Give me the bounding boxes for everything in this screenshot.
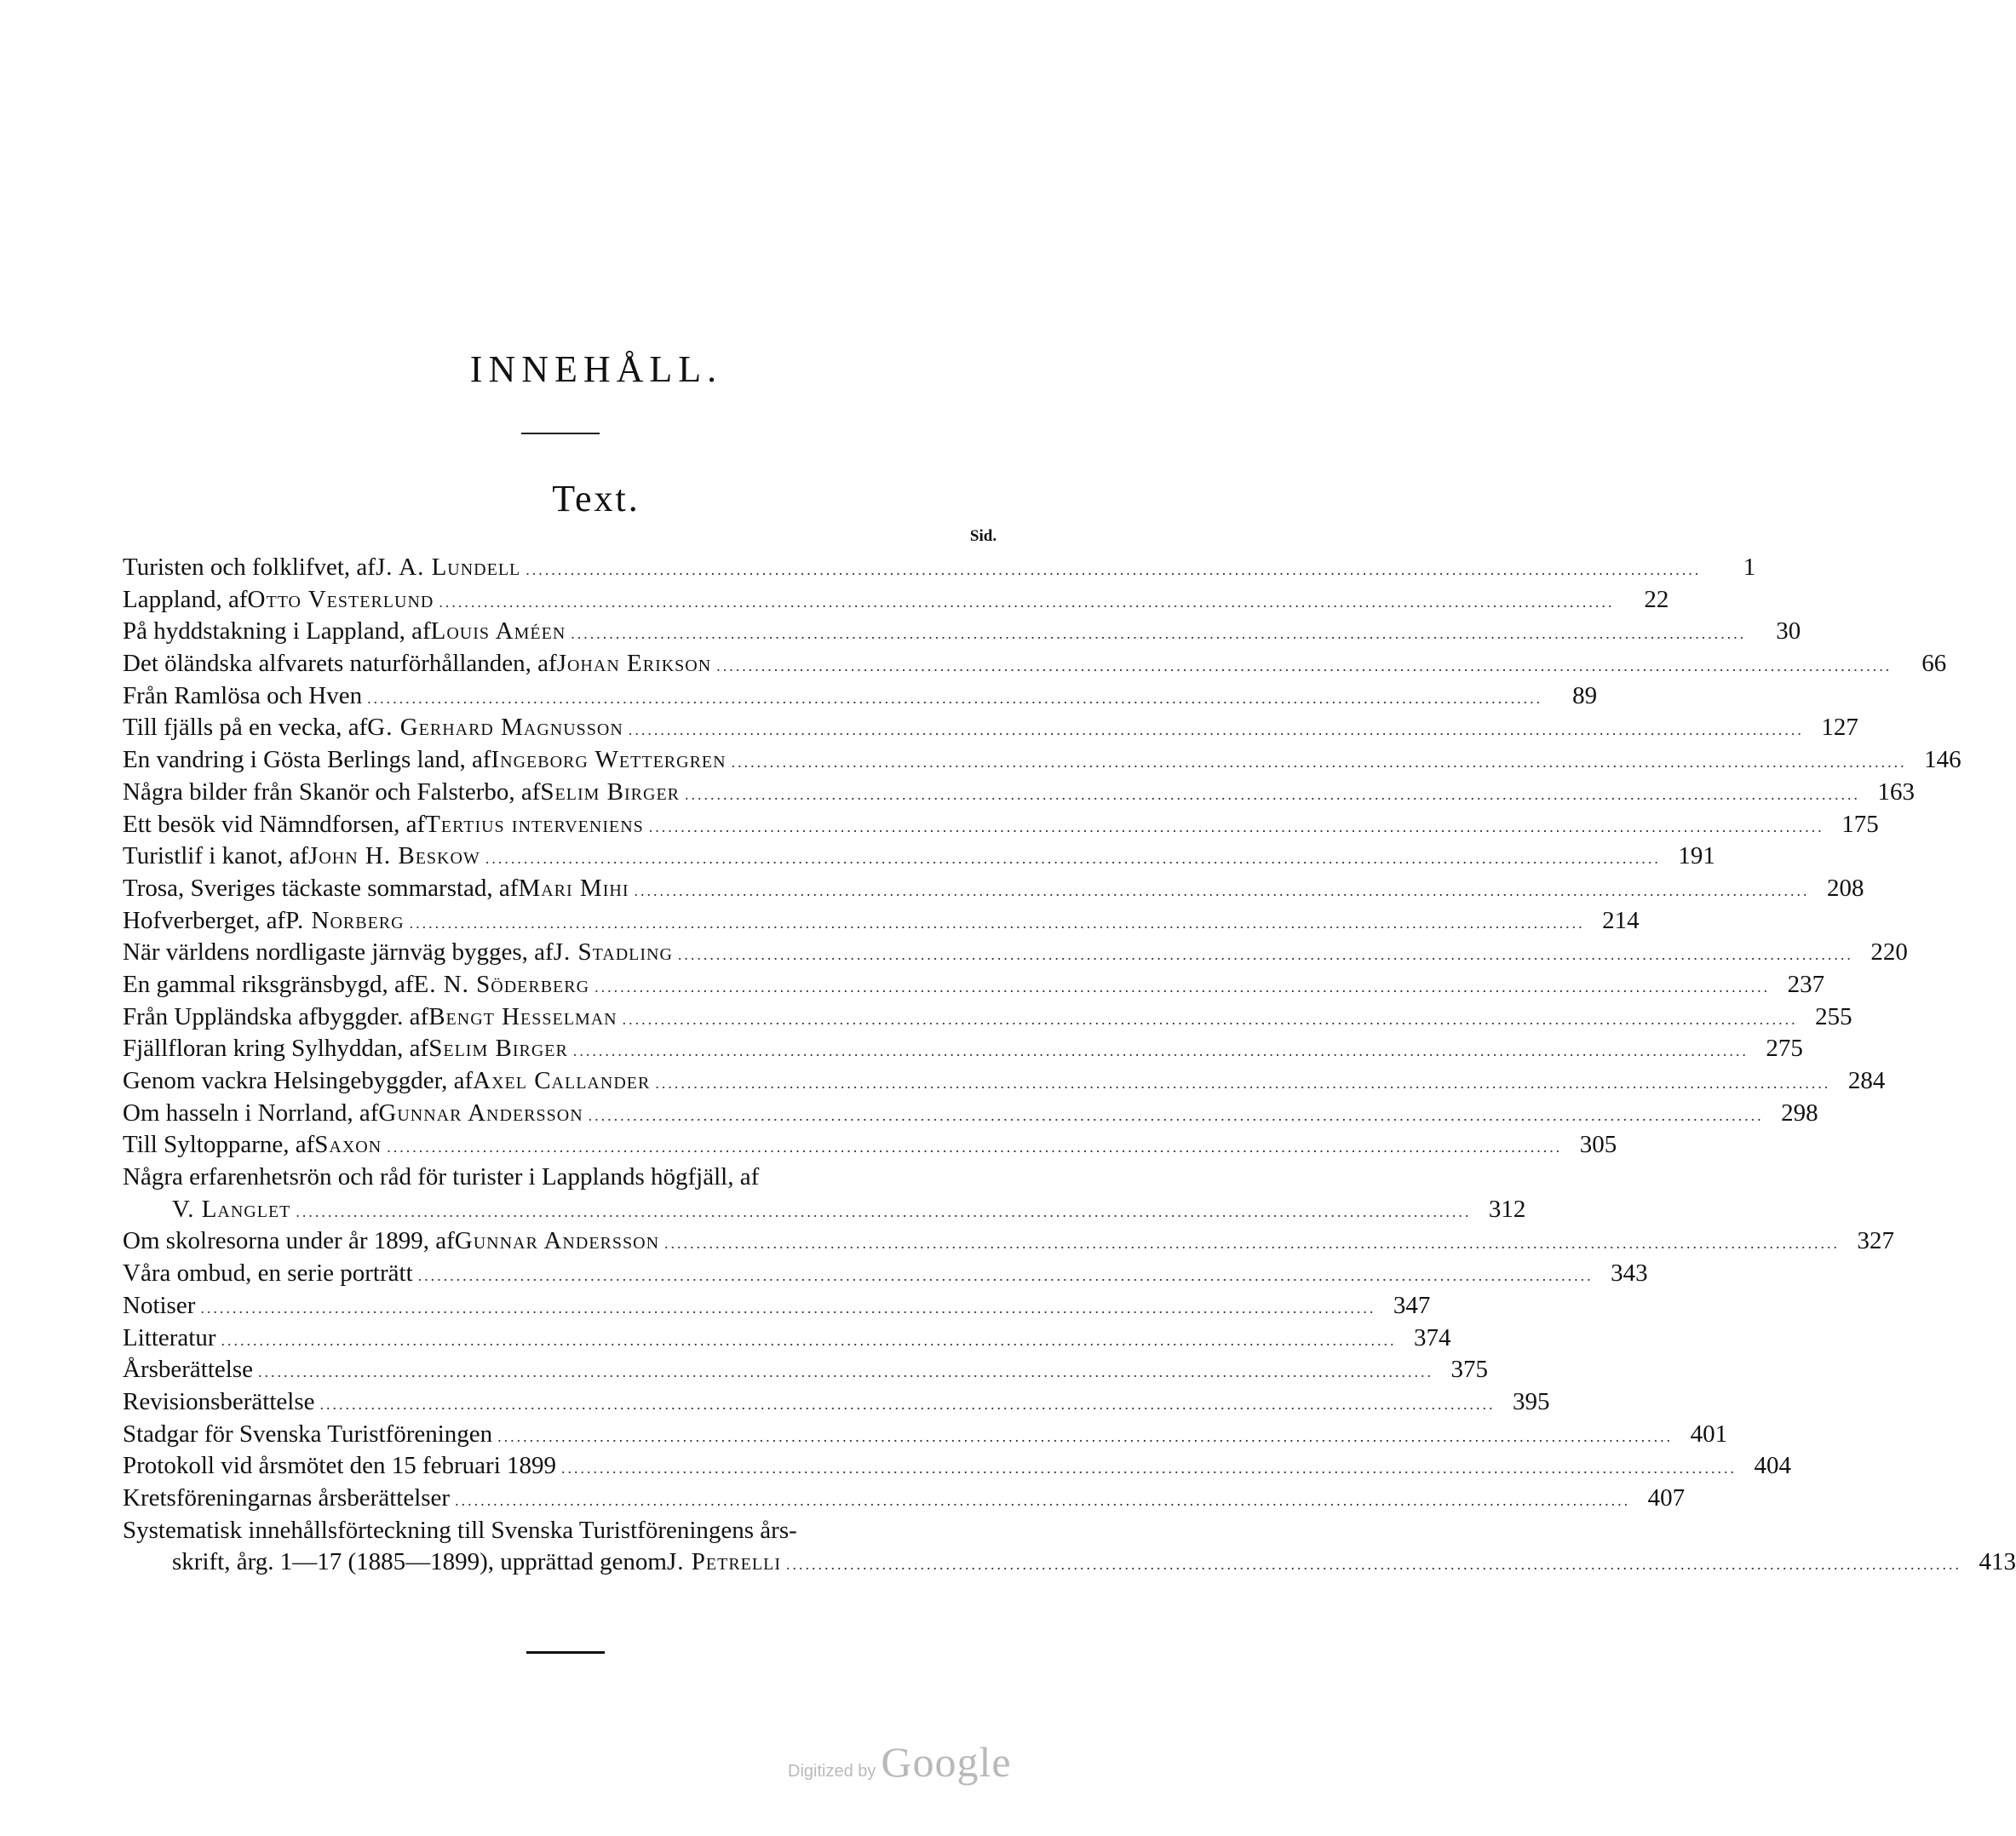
toc-entry-title: Från Uppländska afbyggder. af [123,1002,429,1030]
toc-entry [123,1258,1648,1290]
dot-leader [200,1293,1376,1325]
dot-leader [573,1036,1749,1068]
toc-entry-page: 1 [1743,554,1756,581]
toc-entry-title: Notiser [123,1291,196,1319]
toc-entry-author: Louis Améen [430,617,566,645]
toc-entry-author: G. Gerhard Magnusson [367,714,623,742]
toc-entry [123,744,1961,777]
toc-entry [123,1225,1895,1258]
toc-entry-page: 275 [1766,1035,1803,1063]
toc-entry [123,1450,1792,1483]
toc-entry-author: Gunnar Andersson [454,1227,660,1255]
dot-leader [561,1453,1737,1485]
closing-rule [526,1651,605,1654]
table-of-contents [123,552,2016,1579]
toc-entry-title: Stadgar för Svenska Turistföreningen [123,1420,493,1448]
heading-rule [521,433,600,434]
toc-entry [123,552,1756,584]
toc-entry-author: Selim Birger [540,777,681,806]
dot-leader [418,1260,1594,1293]
toc-entry-author: E. N. Söderberg [413,970,590,998]
toc-entry-title: Det öländska alfvarets naturförhållanden, af [123,650,557,678]
toc-entry-page: 208 [1826,874,1864,902]
toc-entry-author: Selim Birger [428,1035,568,1063]
dot-leader [649,812,1824,844]
dot-leader [320,1389,1496,1421]
toc-entry-page: 347 [1393,1291,1431,1319]
toc-entry-title: Ett besök vid Nämndforsen, af [123,810,426,838]
toc-entry [123,1322,1451,1355]
dot-leader [258,1357,1433,1389]
toc-entry-title: Genom vackra Helsingebyggder, af [123,1067,474,1094]
toc-entry [123,937,1908,969]
toc-entry-page: 305 [1579,1131,1617,1159]
toc-entry-title: Turisten och folklifvet, af [123,554,376,581]
dot-leader [786,1549,1961,1581]
toc-entry-title: En gammal riksgränsbygd, af [123,970,414,998]
toc-entry-title: Protokoll vid årsmötet den 15 februari 1899 [123,1452,557,1480]
watermark-text: Digitized by [788,1762,876,1781]
toc-entry [123,712,1858,744]
dot-leader [594,972,1770,1004]
toc-entry-page: 237 [1787,970,1825,998]
toc-entry [123,584,1669,617]
dot-leader [716,651,1892,683]
toc-entry-page: 214 [1602,906,1640,934]
toc-entry-title: Litteratur [123,1323,216,1351]
toc-entry-author: P. Norberg [285,906,405,934]
dot-leader [439,587,1614,619]
toc-entry-title: Om skolresorna under år 1899, af [123,1227,455,1255]
toc-entry-author: Tertius interveniens [425,810,644,838]
toc-entry-title: Kretsföreningarnas årsberättelser [123,1483,451,1512]
toc-entry-page: 375 [1450,1356,1488,1384]
toc-entry [123,1098,1818,1130]
toc-entry [123,1129,1617,1162]
toc-entry-author: Mari Mihi [518,874,629,902]
toc-entry [123,1194,1526,1226]
toc-entry-author: John H. Beskow [308,842,480,870]
toc-entry-page: 374 [1414,1323,1451,1351]
toc-entry [123,616,1801,648]
toc-entry-page: 401 [1690,1420,1728,1448]
toc-entry-author: V. Langlet [172,1195,291,1223]
dot-leader [664,1228,1840,1260]
toc-entry-title: Några erfarenhetsrön och råd för turister i Lapplands högfjäll, af [123,1163,760,1191]
toc-entry-title: Systematisk innehållsförteckning till Svenska Turistföreningens års- [123,1516,797,1544]
digitized-watermark [788,1737,1012,1787]
toc-entry-page: 404 [1754,1452,1792,1480]
toc-entry-author: J. Stadling [553,938,673,967]
dot-leader [685,779,1860,812]
page-column-label: Sid. [969,527,997,545]
toc-entry-author: Saxon [314,1131,382,1159]
toc-entry-title: En vandring i Gösta Berlings land, af [123,746,491,774]
toc-entry-title: Hofverberget, af [123,906,286,934]
dot-leader [387,1132,1562,1164]
toc-entry-title: Fjällfloran kring Sylhyddan, af [123,1035,429,1063]
toc-entry [123,777,1915,809]
toc-entry [123,1033,1803,1065]
toc-entry [123,809,1879,841]
dot-leader [410,908,1585,940]
toc-entry [123,680,1598,713]
toc-entry-title: Till Syltopparne, af [123,1131,315,1159]
dot-leader [655,1068,1830,1100]
dot-leader [732,747,1907,779]
dot-leader [455,1485,1630,1518]
section-heading: Text. [552,478,640,519]
dot-leader [485,843,1661,875]
toc-entry-title: Turistlif i kanot, af [123,842,309,870]
toc-entry-author: Axel Callander [473,1067,651,1094]
toc-entry-author: Johan Erikson [556,650,712,678]
toc-entry-title: Trosa, Sveriges täckaste sommarstad, af [123,874,519,902]
toc-entry-page: 127 [1821,714,1858,742]
toc-entry-page: 22 [1644,585,1669,613]
toc-entry-page: 327 [1857,1227,1895,1255]
toc-entry [123,1001,1852,1034]
toc-entry-title: Revisionsberättelse [123,1387,315,1415]
toc-entry [123,1386,1550,1419]
dot-leader [526,554,1701,587]
toc-entry-page: 413 [1979,1548,2016,1576]
toc-entry [123,841,1715,873]
toc-entry-page: 395 [1513,1387,1550,1415]
toc-entry-page: 343 [1611,1259,1648,1288]
dot-leader [589,1100,1764,1133]
toc-entry [123,1515,1005,1547]
toc-entry [123,1419,1728,1451]
toc-entry [123,1546,2016,1579]
toc-entry-page: 407 [1647,1483,1686,1512]
dot-leader [623,1004,1798,1036]
toc-entry-page: 298 [1781,1099,1818,1127]
dot-leader [678,939,1853,972]
toc-entry [123,648,1947,680]
toc-entry-author: Bengt Hesselman [428,1002,617,1030]
dot-leader [296,1196,1471,1229]
toc-entry-page: 89 [1572,681,1598,709]
toc-entry [123,873,1864,905]
toc-entry-page: 312 [1488,1195,1526,1223]
toc-entry-title: När världens nordligaste järnväg bygges, af [123,938,554,967]
toc-entry [123,1354,1488,1386]
dot-leader [634,875,1809,908]
page-heading: INNEHÅLL. [469,348,723,390]
toc-entry-title: Några bilder från Skanör och Falsterbo, af [123,777,541,806]
toc-entry-page: 163 [1877,777,1915,806]
dot-leader [497,1421,1673,1454]
toc-entry [123,1162,1005,1194]
toc-entry-title: Lappland, af [123,585,248,613]
toc-entry [123,1065,1886,1098]
toc-entry-title: Om hasseln i Norrland, af [123,1099,379,1127]
toc-entry-page: 220 [1870,938,1908,967]
dot-leader [629,714,1804,747]
toc-entry-title: Till fjälls på en vecka, af [123,714,368,742]
toc-entry-title: Från Ramlösa och Hven [123,681,363,709]
toc-entry [123,1483,1686,1515]
toc-entry-page: 146 [1924,746,1961,774]
google-logo: Google [881,1738,1012,1786]
toc-entry-title: Våra ombud, en serie porträtt [123,1259,413,1288]
dot-leader [571,618,1746,651]
toc-entry-page: 66 [1921,650,1947,678]
toc-entry-page: 255 [1815,1002,1852,1030]
toc-entry-title: Årsberättelse [123,1356,253,1384]
toc-entry-author: J. A. Lundell [375,554,521,581]
toc-entry-page: 30 [1776,617,1801,645]
toc-entry-title: skrift, årg. 1—17 (1885—1899), upprättad genom [172,1548,667,1576]
dot-leader [367,683,1542,715]
toc-entry-author: J. Petrelli [666,1548,781,1576]
toc-entry-title: På hyddstakning i Lappland, af [123,617,431,645]
toc-entry-author: Otto Vesterlund [247,585,434,613]
toc-entry [123,905,1640,938]
toc-entry-page: 175 [1841,810,1879,838]
dot-leader [221,1325,1397,1357]
toc-entry [123,1290,1431,1322]
toc-entry-page: 284 [1847,1067,1886,1094]
toc-entry-page: 191 [1678,842,1715,870]
toc-entry [123,969,1825,1001]
toc-entry-author: Ingeborg Wettergren [491,746,727,774]
toc-entry-author: Gunnar Andersson [378,1099,583,1127]
